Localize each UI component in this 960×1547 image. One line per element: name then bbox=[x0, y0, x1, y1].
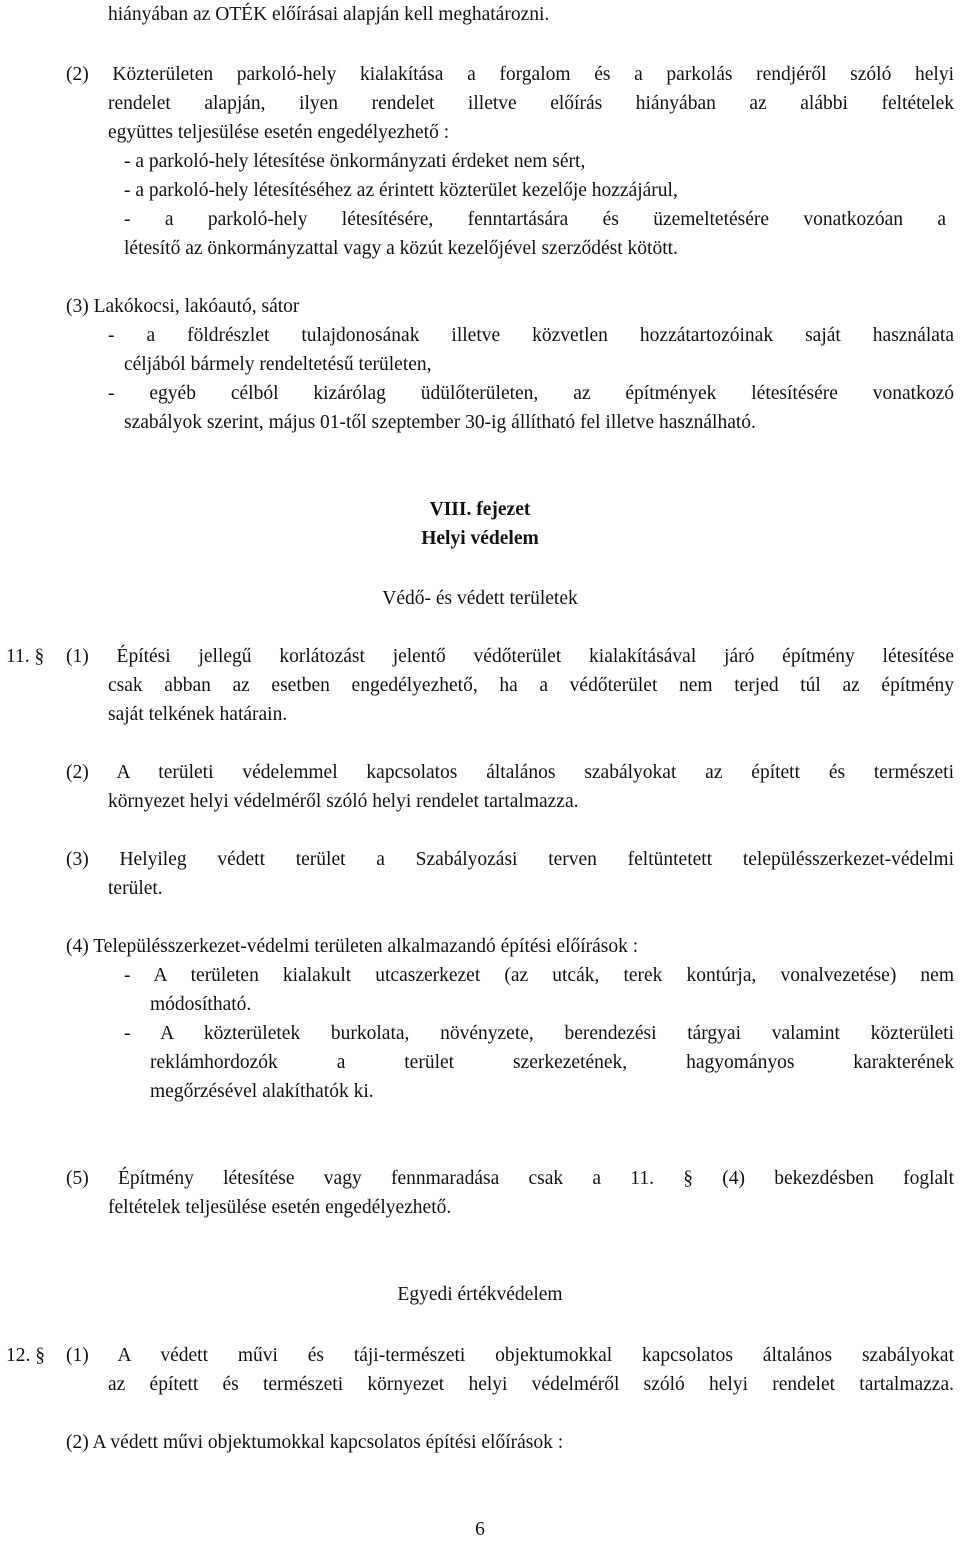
list-item: - A közterületek burkolata, növényzete, berendezési tárgyai valamint közterületi bbox=[124, 1023, 954, 1044]
paragraph-line: (2) A védett művi objektumokkal kapcsolatos építési előírások : bbox=[66, 1432, 564, 1453]
paragraph-line: együttes teljesülése esetén engedélyezhető : bbox=[108, 122, 450, 143]
list-item: céljából bármely rendeltetésű területen, bbox=[124, 354, 432, 375]
paragraph-line: (5) Építmény létesítése vagy fennmaradása csak a 11. § (4) bekezdésben foglalt bbox=[66, 1168, 954, 1189]
chapter-title: Helyi védelem bbox=[421, 528, 539, 549]
section-label: 11. § bbox=[6, 646, 45, 667]
paragraph-line: az épített és természeti környezet helyi védelméről szóló helyi rendelet tartalmazza. bbox=[108, 1374, 954, 1395]
paragraph-line: (2) A területi védelemmel kapcsolatos általános szabályokat az épített és természeti bbox=[66, 762, 954, 783]
paragraph-line: (4) Településszerkezet-védelmi területen alkalmazandó építési előírások : bbox=[66, 936, 639, 957]
list-item: megőrzésével alakíthatók ki. bbox=[150, 1081, 374, 1102]
list-item: - a parkoló-hely létesítésére, fenntartására és üzemeltetésére vonatkozóan a bbox=[124, 209, 946, 230]
list-item: - a földrészlet tulajdonosának illetve közvetlen hozzátartozóinak saját használata bbox=[108, 325, 954, 346]
paragraph-line: rendelet alapján, ilyen rendelet illetve előírás hiányában az alábbi feltételek bbox=[108, 93, 954, 114]
section-subtitle: Védő- és védett területek bbox=[382, 588, 578, 609]
paragraph-line: (1) Építési jellegű korlátozást jelentő védőterület kialakításával járó építmény létesítése bbox=[66, 646, 954, 667]
paragraph-line: terület. bbox=[108, 878, 163, 899]
paragraph-line: környezet helyi védelméről szóló helyi rendelet tartalmazza. bbox=[108, 791, 579, 812]
page-number: 6 bbox=[475, 1519, 485, 1540]
paragraph-line: hiányában az OTÉK előírásai alapján kell meghatározni. bbox=[108, 4, 550, 25]
chapter-number: VIII. fejezet bbox=[429, 499, 531, 520]
list-item: létesítő az önkormányzattal vagy a közút kezelőjével szerződést kötött. bbox=[124, 238, 678, 259]
paragraph-line: (3) Lakókocsi, lakóautó, sátor bbox=[66, 296, 300, 317]
paragraph-line: csak abban az esetben engedélyezhető, ha a védőterület nem terjed túl az építmény bbox=[108, 675, 954, 696]
list-item: - a parkoló-hely létesítése önkormányzati érdeket nem sért, bbox=[124, 151, 586, 172]
section-label: 12. § bbox=[6, 1345, 45, 1366]
list-item: szabályok szerint, május 01-től szeptember 30-ig állítható fel illetve használható. bbox=[124, 412, 756, 433]
list-item: reklámhordozók a terület szerkezetének, hagyományos karakterének bbox=[150, 1052, 954, 1073]
list-item: - egyéb célból kizárólag üdülőterületen, az építmények létesítésére vonatkozó bbox=[108, 383, 954, 404]
paragraph-line: feltételek teljesülése esetén engedélyezhető. bbox=[108, 1197, 452, 1218]
list-item: - a parkoló-hely létesítéséhez az érintett közterület kezelője hozzájárul, bbox=[124, 180, 678, 201]
paragraph-line: (3) Helyileg védett terület a Szabályozási terven feltüntetett településszerkezet-védelmi bbox=[66, 849, 954, 870]
paragraph-line: (2) Közterületen parkoló-hely kialakítása a forgalom és a parkolás rendjéről szóló helyi bbox=[66, 64, 954, 85]
paragraph-line: (1) A védett művi és táji-természeti objektumokkal kapcsolatos általános szabályokat bbox=[66, 1345, 954, 1366]
section-subtitle: Egyedi értékvédelem bbox=[397, 1284, 563, 1305]
paragraph-line: saját telkének határain. bbox=[108, 704, 288, 725]
list-item: - A területen kialakult utcaszerkezet (az utcák, terek kontúrja, vonalvezetése) nem bbox=[124, 965, 954, 986]
list-item: módosítható. bbox=[150, 994, 252, 1015]
